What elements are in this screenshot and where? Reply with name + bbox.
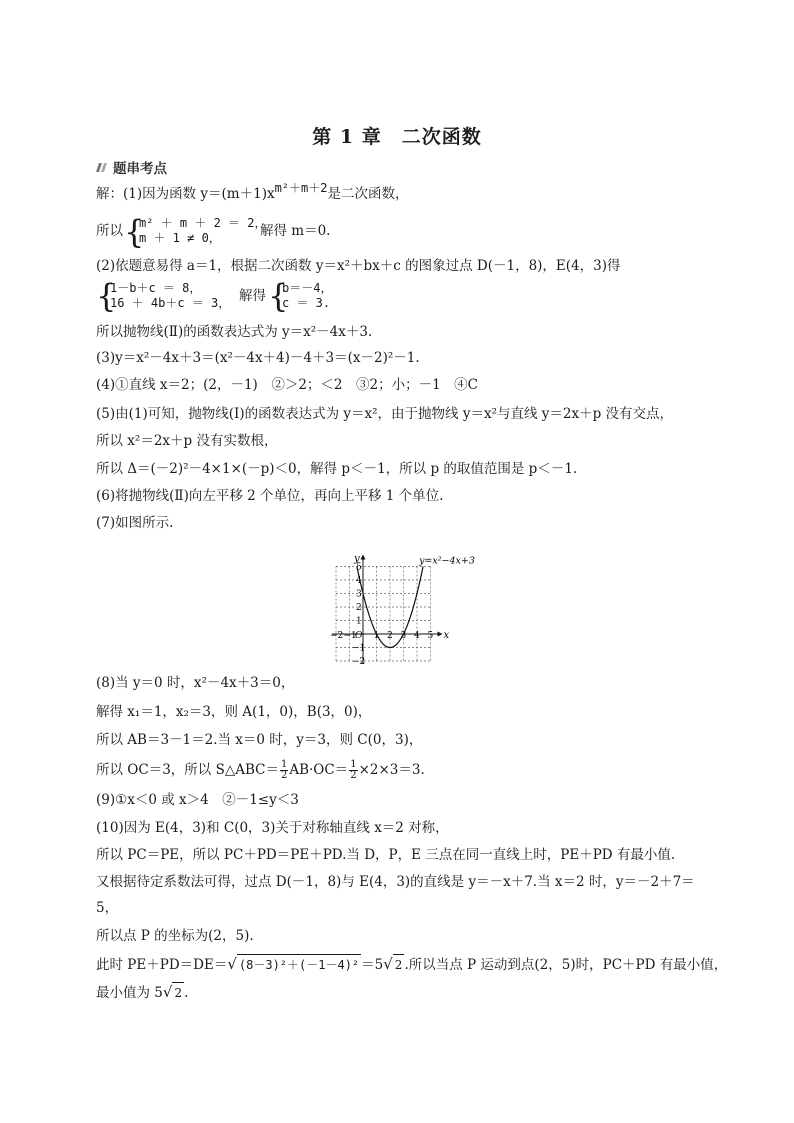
line-1: 解：(1)因为函数 $y=(m+1)x^{m^2+m+2}$是二次函数，	[96, 181, 409, 202]
fraction-half: $\frac{1}{2}$	[350, 759, 357, 781]
y-tick-label: 3	[356, 589, 362, 600]
graph-ticks	[330, 563, 434, 665]
line-7: (4)①直线 x＝2；(2，－1) ②＞2；＜2 ③2；小；－1 ④C	[96, 377, 479, 393]
line-8: (5)由(1)可知，抛物线(Ⅰ)的函数表达式为 y＝x²，由于抛物线 y＝x²与直线 y＝2x＋p 没有交点，	[96, 406, 674, 422]
y-tick-label: 5	[356, 562, 362, 573]
x-tick-label: 5	[427, 631, 434, 641]
y-tick-label: 1	[356, 616, 362, 627]
sqrt-sign: √	[162, 983, 173, 1001]
x-axis-arrow	[438, 632, 443, 637]
brace-left: {	[268, 277, 289, 315]
system-equations-2: 1－b＋c ＝ 8， 16 ＋ 4b＋c ＝ 3，	[110, 281, 231, 310]
parabola-graph	[318, 542, 478, 664]
x-tick-label: −2	[330, 631, 344, 641]
line-14: 解得 x₁＝1，x₂＝3，则 A(1，0)，B(3，0)，	[96, 704, 372, 720]
x-tick-label: 3	[400, 631, 407, 641]
y-tick-label: −2	[352, 657, 366, 664]
y-tick-label: 2	[356, 603, 362, 613]
line-17: (9)①x＜0 或 x＞4 ②－1≤y＜3	[96, 792, 299, 808]
line-2-prefix: 所以	[96, 223, 123, 239]
line-2-tail: 解得 m＝0.	[260, 223, 331, 239]
sqrt-sign: √	[383, 955, 393, 973]
y-tick-label: 4	[356, 576, 362, 586]
chapter-title: 第 1 章 二次函数	[312, 126, 482, 148]
section-header	[94, 157, 167, 177]
graph-grid	[336, 567, 431, 662]
line-21: 5，	[96, 900, 119, 916]
system-solution: b＝－4， c ＝ 3.	[282, 281, 333, 310]
line-19: 所以 PC＝PE，所以 PC＋PD＝PE＋PD.当 D，P，E 三点在同一直线上时，PE＋PD 有最小值.	[96, 847, 676, 863]
x-tick-label: 2	[387, 631, 393, 641]
y-axis-label: y	[354, 553, 360, 565]
line-12: (7)如图所示.	[96, 515, 174, 531]
section-label: 题串考点	[113, 161, 167, 177]
origin-label: O	[355, 631, 363, 641]
line-22: 所以点 P 的坐标为(2，5).	[96, 928, 254, 944]
curve-label: y=x²−4x+3	[419, 555, 475, 567]
line-20: 又根据待定系数法可得，过点 D(－1，8)与 E(4，3)的直线是 y＝－x＋7.当 x＝2 时，y＝－2＋7＝	[96, 874, 695, 890]
fraction-half: $\frac{1}{2}$	[280, 759, 288, 781]
line-24: 最小值为 5√ 2 .	[96, 983, 189, 1001]
line-11: (6)将抛物线(Ⅱ)向左平移 2 个单位，再向上平移 1 个单位.	[96, 488, 444, 504]
line-10: 所以 Δ＝(－2)²－4×1×(－p)＜0，解得 p＜－1，所以 p 的取值范围是 p＜－1.	[96, 461, 578, 477]
line-9: 所以 x²＝2x＋p 没有实数根，	[96, 433, 278, 449]
x-tick-label: 1	[373, 631, 380, 641]
line-13: (8)当 y＝0 时，x²－4x＋3＝0，	[96, 675, 295, 691]
sqrt-sign: √	[227, 955, 237, 973]
y-axis-arrow	[361, 555, 366, 560]
x-tick-label: 4	[414, 631, 420, 641]
line-16: 所以 OC＝3，所以 S△ABC＝ $\frac{1}{2}$ AB·OC＝ $\frac{1}{2}$ ×2×3＝3.	[96, 759, 425, 781]
line-6: (3)y＝x²－4x＋3＝(x²－4x＋4)－4＋3＝(x－2)²－1.	[96, 350, 420, 366]
pencil-icon	[94, 160, 110, 174]
line-15: 所以 AB＝3－1＝2.当 x＝0 时，y＝3，则 C(0，3)，	[96, 732, 423, 748]
line-5: 所以抛物线(Ⅱ)的函数表达式为 y＝x²－4x＋3.	[96, 324, 373, 340]
x-axis-label: x	[443, 630, 450, 641]
line-3: (2)依题意易得 a＝1，根据二次函数 y＝x²＋bx＋c 的图象过点 D(－1，8)，E(4，3)得	[96, 258, 621, 274]
x-tick-label: −1	[343, 631, 357, 641]
brace-left: {	[96, 277, 117, 315]
y-tick-label: −1	[352, 643, 366, 654]
system-equations-1: m² ＋ m ＋ 2 ＝ 2， m ＋ 1 ≠ 0，	[139, 216, 267, 245]
brace-left: {	[124, 213, 145, 251]
line-4-mid: 解得	[239, 288, 266, 304]
line-23: 此时 PE＋PD＝DE＝√ (8－3)²＋(－1－4)² ＝5√ 2 .所以当点 P 运动到点(2，5)时，PC＋PD 有最小值，	[96, 955, 728, 973]
line-18: (10)因为 E(4，3)和 C(0，3)关于对称轴直线 x＝2 对称，	[96, 820, 449, 836]
